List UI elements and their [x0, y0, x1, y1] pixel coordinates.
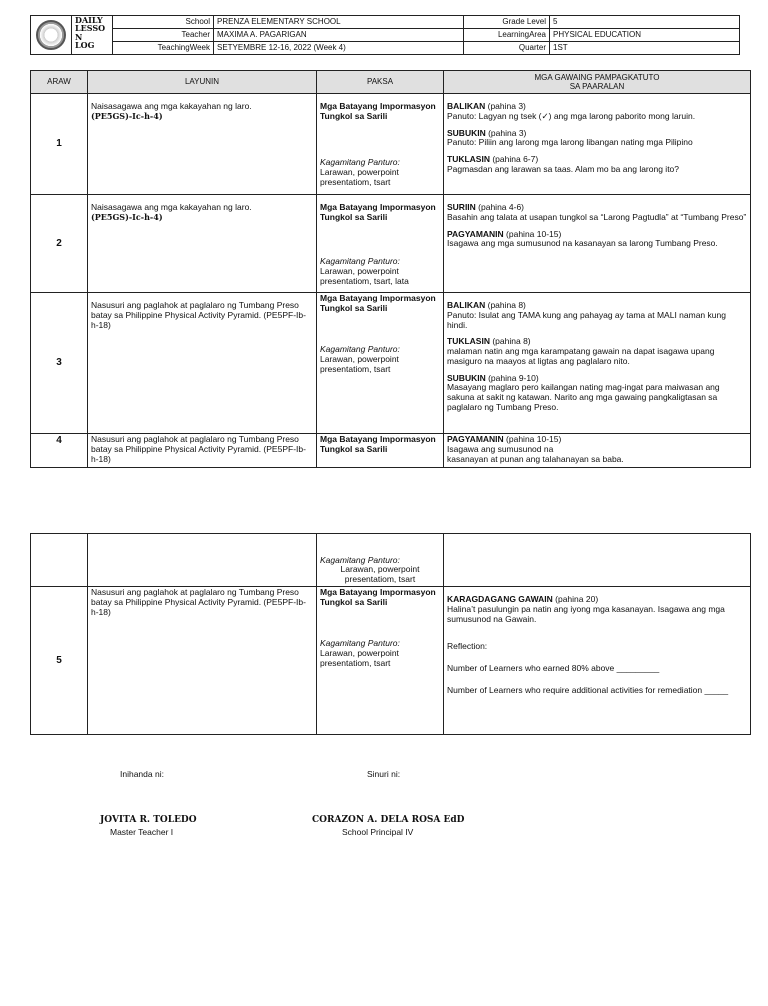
- paksa-cell: Mga Batayang Impormasyon Tungkol sa Sarili Kagamitang Panturo: Larawan, powerpoint presentatiom, tsart: [317, 587, 444, 735]
- col-paksa: PAKSA: [317, 71, 444, 94]
- quarter-value: 1ST: [550, 42, 740, 55]
- paksa-cell: Kagamitang Panturo: Larawan, powerpoint presentatiom, tsart: [317, 534, 444, 587]
- table-row: [31, 94, 751, 195]
- quarter-label: Quarter: [464, 42, 550, 55]
- gawain-cell: KARAGDAGANG GAWAIN (pahina 20) Halina’t pasulungin pa natin ang iyong mga kasanayan. Isagawa ang mga sumusunod na Gawain. Reflection: Number of Learners who earned 80% above _________ Number of Learners who require additional activities for remediation _____: [444, 587, 751, 735]
- gawain-cell: BALIKAN (pahina 3) Panuto: Lagyan ng tsek (✓) ang mga larong paborito mong laruin. SUBUKIN (pahina 3) Panuto: Piliin ang larong mga larong libangan nating mga Pilipino TUKLASIN (pahina 6-7) Pagmasdan ang larawan sa taas. Alam mo ba ang larong ito?: [444, 94, 751, 195]
- layunin-cell: Nasusuri ang paglahok at paglalaro ng Tumbang Preso batay sa Philippine Physical Activity Pyramid. (PE5PF-Ib-h-18): [88, 434, 317, 468]
- gawain-cell: SURIIN (pahina 4-6) Basahin ang talata at usapan tungkol sa “Larong Pagtudla” at “Tumbang Preso” PAGYAMANIN (pahina 10-15) Isagawa ang mga sumusunod na kasanayan sa larong Tumbang Preso.: [444, 195, 751, 293]
- gawain-cell: PAGYAMANIN (pahina 10-15) Isagawa ang sumusunod na kasanayan at punan ang talahanayan sa baba.: [444, 434, 751, 468]
- dll-title: DAILY LESSO N LOG: [72, 16, 113, 55]
- layunin-cell: Naisasagawa ang mga kakayahan ng laro. (PE5GS)-Ic-h-4): [88, 94, 317, 195]
- reflection-label: Reflection:: [447, 641, 488, 652]
- school-seal-icon: [36, 20, 66, 50]
- school-value: PRENZA ELEMENTARY SCHOOL: [214, 16, 464, 29]
- prepared-name: JOVITA R. TOLEDO: [100, 815, 197, 825]
- prepared-title: Master Teacher I: [110, 827, 174, 837]
- area-value: PHYSICAL EDUCATION: [550, 29, 740, 42]
- day-number: 1: [31, 94, 88, 195]
- paksa-cell: Mga Batayang Impormasyon Tungkol sa Sarili Kagamitang Panturo: Larawan, powerpoint presentatiom, tsart: [317, 293, 444, 434]
- lesson-table-continued: [30, 533, 751, 735]
- table-row: [31, 534, 751, 587]
- learners-80: Number of Learners who earned 80% above _________: [447, 663, 660, 674]
- week-value: SETYEMBRE 12-16, 2022 (Week 4): [214, 42, 464, 55]
- grade-label: Grade Level: [464, 16, 550, 29]
- paksa-cell: Mga Batayang Impormasyon Tungkol sa Sarili Kagamitang Panturo: Larawan, powerpoint presentatiom, tsart: [317, 94, 444, 195]
- day-number: 5: [31, 587, 88, 735]
- paksa-cell: Mga Batayang Impormasyon Tungkol sa Sarili: [317, 434, 444, 468]
- table-row: [31, 434, 751, 468]
- school-seal-cell: [31, 16, 72, 55]
- checked-name: CORAZON A. DELA ROSA EdD: [312, 815, 465, 825]
- lesson-table: [30, 70, 751, 468]
- header-table: [30, 15, 740, 55]
- grade-value: 5: [550, 16, 740, 29]
- table-row: [31, 293, 751, 434]
- teacher-label: Teacher: [113, 29, 214, 42]
- day-number: 3: [31, 293, 88, 434]
- col-layunin: LAYUNIN: [88, 71, 317, 94]
- area-label: LearningArea: [464, 29, 550, 42]
- layunin-cell: Nasusuri ang paglahok at paglalaro ng Tumbang Preso batay sa Philippine Physical Activity Pyramid. (PE5PF-Ib-h-18): [88, 293, 317, 434]
- teacher-value: MAXIMA A. PAGARIGAN: [214, 29, 464, 42]
- day-number: 2: [31, 195, 88, 293]
- learners-remedial: Number of Learners who require additional activities for remediation _____: [447, 684, 729, 695]
- prepared-label: Inihanda ni:: [120, 769, 164, 779]
- table-row: [31, 587, 751, 735]
- checked-title: School Principal IV: [342, 827, 414, 837]
- layunin-cell: Nasusuri ang paglahok at paglalaro ng Tumbang Preso batay sa Philippine Physical Activity Pyramid. (PE5PF-Ib-h-18): [88, 587, 317, 735]
- day-number: 4: [31, 434, 88, 468]
- col-gawain: MGA GAWAING PAMPAGKATUTO SA PAARALAN: [444, 71, 751, 94]
- checked-label: Sinuri ni:: [367, 769, 401, 779]
- col-araw: ARAW: [31, 71, 88, 94]
- table-row: [31, 195, 751, 293]
- table-header-row: [31, 71, 751, 94]
- school-label: School: [113, 16, 214, 29]
- gawain-cell: BALIKAN (pahina 8) Panuto: Isulat ang TAMA kung ang pahayag ay tama at MALI naman kung hindi. TUKLASIN (pahina 8) malaman natin ang mga karampatang gawain na dapat isagawa upang masiguro na maayos at ligtas ang paglalaro nito. SUBUKIN (pahina 9-10) Masayang maglaro pero kailangan nating mag-ingat para maiwasan ang sakuna at sakit ng katawan. Narito ang mga gawaing pangkaligtasan sa paglalaro ng Tumbang Preso.: [444, 293, 751, 434]
- layunin-cell: Naisasagawa ang mga kakayahan ng laro. (PE5GS)-Ic-h-4): [88, 195, 317, 293]
- week-label: TeachingWeek: [113, 42, 214, 55]
- paksa-cell: Mga Batayang Impormasyon Tungkol sa Sarili Kagamitang Panturo: Larawan, powerpoint presentatiom, tsart, lata: [317, 195, 444, 293]
